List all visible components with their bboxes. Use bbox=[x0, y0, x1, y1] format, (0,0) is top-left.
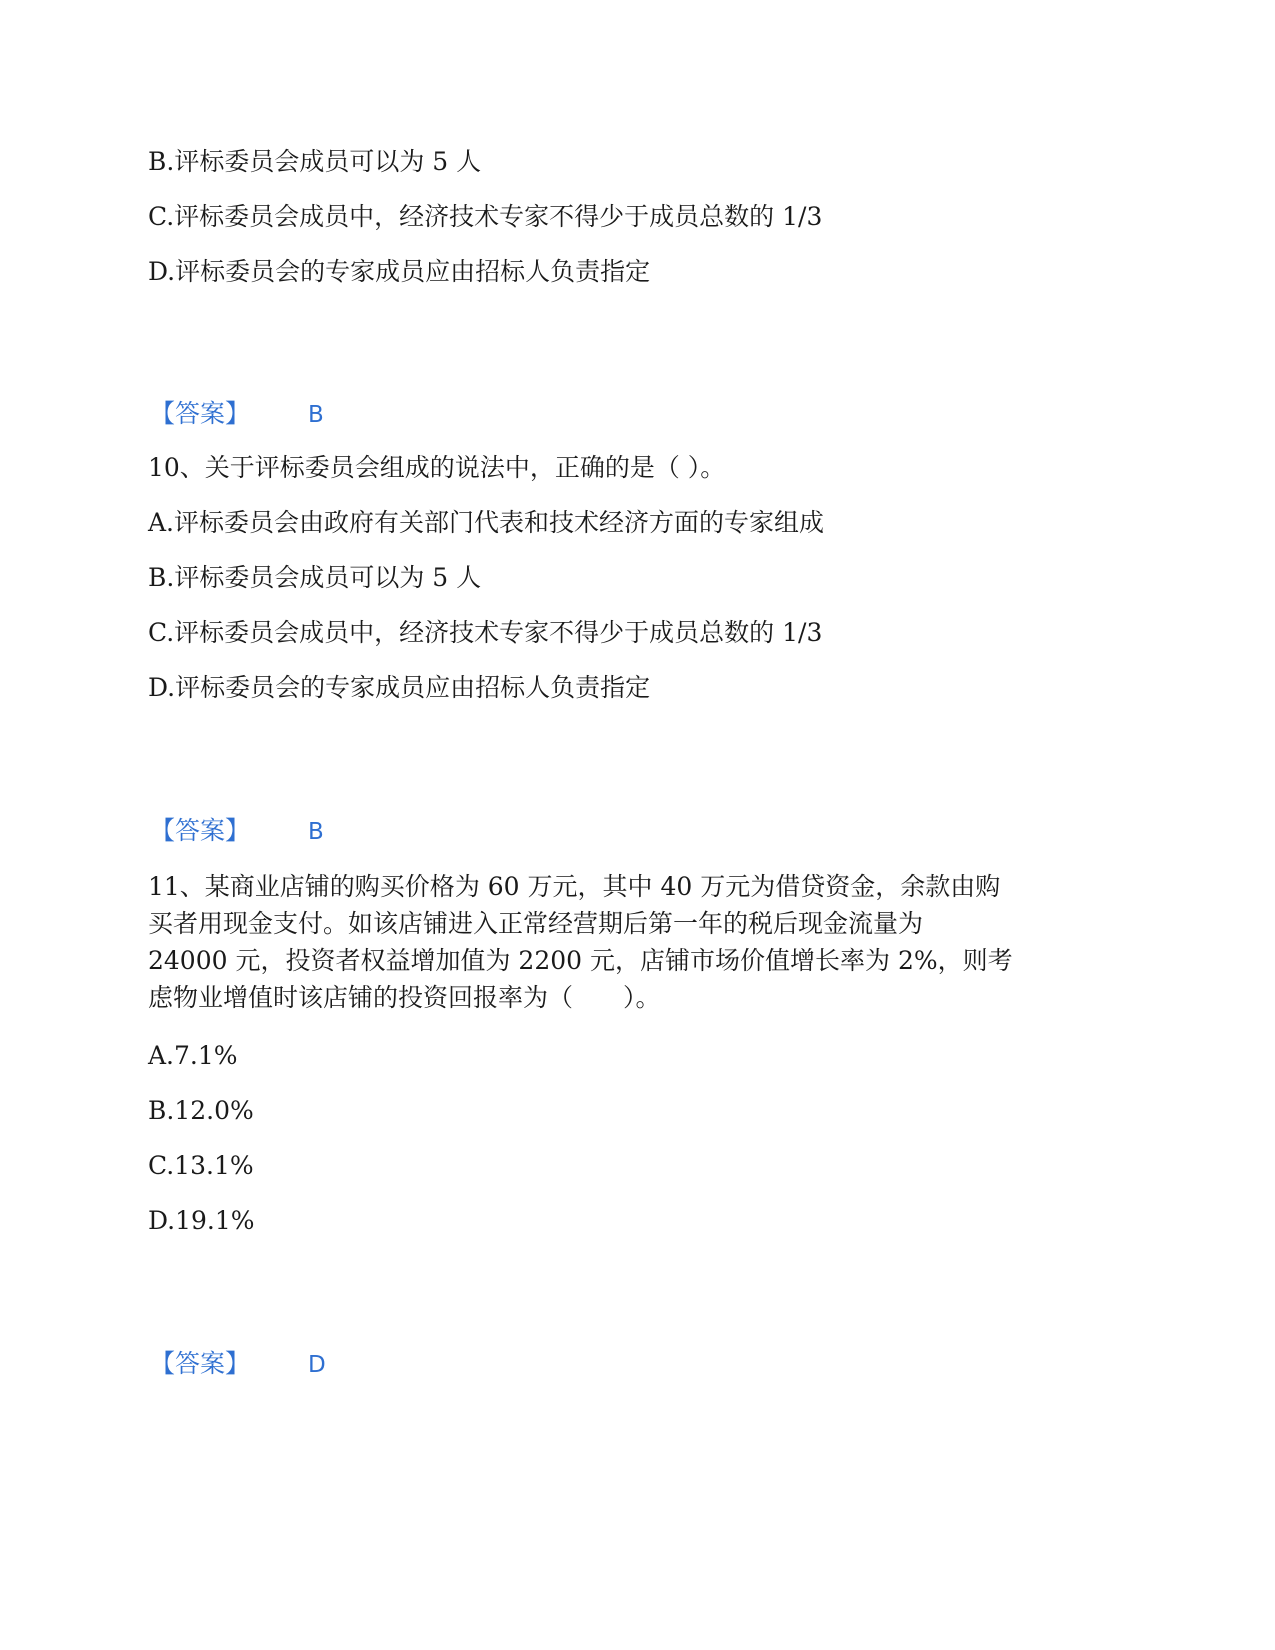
answer-tag: 【答案】 bbox=[150, 399, 251, 428]
q11-option-c: C.13.1% bbox=[148, 1151, 254, 1180]
q9-option-c: C.评标委员会成员中，经济技术专家不得少于成员总数的 1/3 bbox=[148, 202, 823, 231]
q10-option-b: B.评标委员会成员可以为 5 人 bbox=[148, 563, 482, 592]
q10-option-d: D.评标委员会的专家成员应由招标人负责指定 bbox=[148, 673, 651, 702]
q11-answer bbox=[150, 1348, 326, 1381]
q9-option-b: B.评标委员会成员可以为 5 人 bbox=[148, 147, 482, 176]
answer-value: D bbox=[308, 1352, 326, 1378]
answer-tag: 【答案】 bbox=[150, 816, 251, 845]
q11-stem bbox=[148, 868, 1108, 1016]
q11-stem-line: 买者用现金支付。如该店铺进入正常经营期后第一年的税后现金流量为 bbox=[148, 909, 924, 938]
answer-tag: 【答案】 bbox=[150, 1349, 251, 1378]
q10-answer bbox=[150, 815, 324, 848]
q10-option-c: C.评标委员会成员中，经济技术专家不得少于成员总数的 1/3 bbox=[148, 618, 823, 647]
answer-value: B bbox=[308, 819, 324, 845]
answer-value: B bbox=[308, 402, 324, 428]
q11-stem-line: 24000 元，投资者权益增加值为 2200 元，店铺市场价值增长率为 2%，则考 bbox=[148, 946, 1013, 975]
q10-option-a: A.评标委员会由政府有关部门代表和技术经济方面的专家组成 bbox=[148, 508, 825, 537]
q9-answer bbox=[150, 398, 324, 431]
q11-option-b: B.12.0% bbox=[148, 1096, 254, 1125]
q9-option-d: D.评标委员会的专家成员应由招标人负责指定 bbox=[148, 257, 651, 286]
q11-option-d: D.19.1% bbox=[148, 1206, 255, 1235]
q10-stem: 10、关于评标委员会组成的说法中，正确的是（ ）。 bbox=[148, 453, 726, 482]
q11-stem-line: 11、某商业店铺的购买价格为 60 万元，其中 40 万元为借贷资金，余款由购 bbox=[148, 872, 1001, 901]
q11-stem-line: 虑物业增值时该店铺的投资回报率为（ ）。 bbox=[148, 983, 661, 1012]
q11-option-a: A.7.1% bbox=[148, 1041, 238, 1070]
